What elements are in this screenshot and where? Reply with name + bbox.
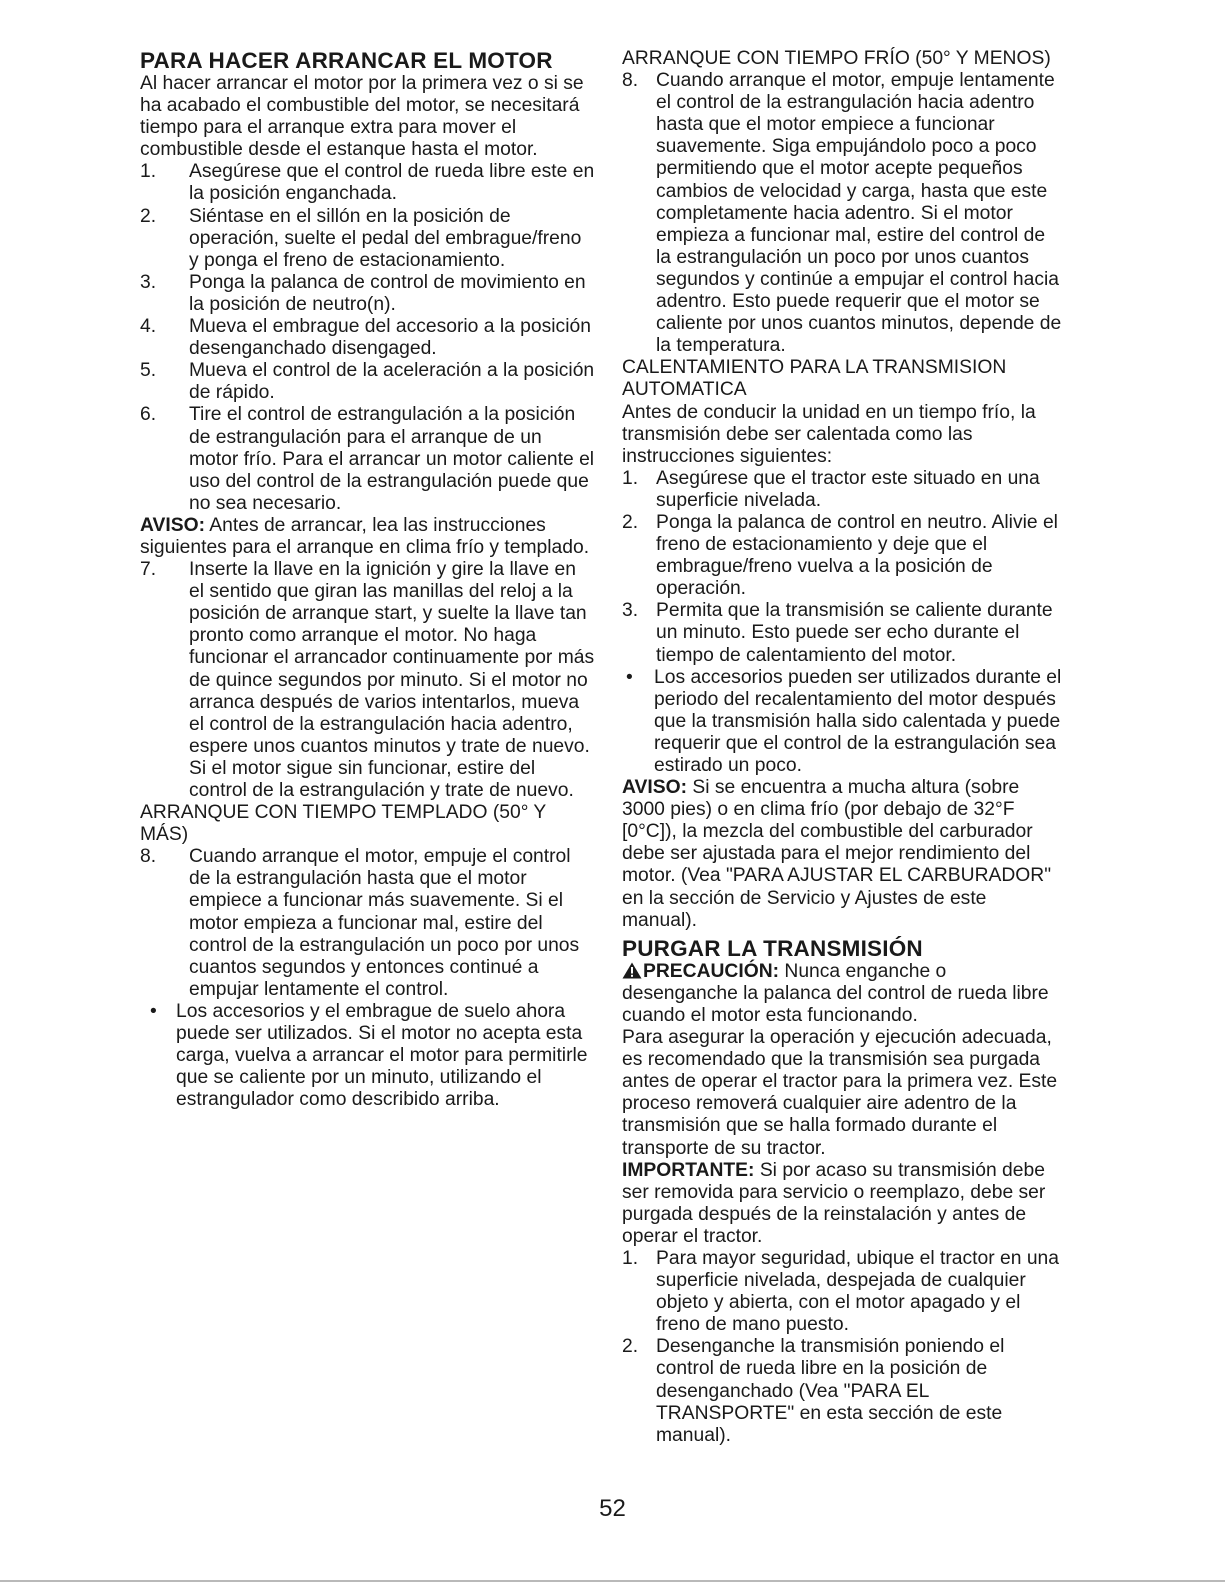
purge-step-1 (622, 1248, 1062, 1336)
right-column (622, 48, 1062, 1447)
step-text: Mueva el embrague del accesorio a la posición desenganchado disengaged. (189, 316, 591, 360)
step-number: 7. (140, 559, 157, 581)
start-step-1 (140, 161, 595, 205)
step-text: Siéntase en el sillón en la posición de operación, suelte el pedal del embrague/freno y ponga el freno de estacionamiento. (189, 205, 582, 271)
step-number: 4. (140, 316, 157, 338)
step-number: 6. (140, 404, 157, 426)
important-text: Si por acaso su transmisión debe ser removida para servicio o reemplazo, debe ser purgada después de la reinstalación y antes de operar el tractor. (622, 1159, 1046, 1247)
step-number: 2. (622, 1336, 639, 1358)
caution-label: PRECAUCIÓN: (643, 960, 780, 982)
warmup-step-2 (622, 512, 1062, 600)
step-text: Permita que la transmisión se caliente durante un minuto. Esto puede ser echo durante el tiempo de calentamiento del motor. (656, 600, 1053, 666)
step-text: Cuando arranque el motor, empuje lentamente el control de la estrangulación hacia adentro hasta que el motor empiece a funcionar suavemente. Siga empujándolo poco a poco permitiendo que el motor acepte pequeños cambios de velocidad y carga, hasta que este completamente hacia adentro. Si el motor empieza a funcionar mal, estire del control de la estrangulación un poco por unos cuantos segundos y continúe a empujar el control hacia adentro. Esto puede requerir que el motor se caliente por unos cuantos minutos, depende de la temperatura. (656, 70, 1062, 357)
start-step-5 (140, 360, 595, 404)
purge-transmission-title: PURGAR LA TRANSMISIÓN (622, 935, 923, 961)
notice-text: Si se encuentra a mucha altura (sobre 3000 pies) o en clima frío (por debajo de 32°F [0°C]), la mezcla del combustible del carburador debe ser ajustada para el mejor rendimiento del motor. (Vea "PARA AJUSTAR EL CARBURADOR" en la sección de Servicio y Ajustes de este manual). (622, 777, 1052, 931)
warmup-step-1 (622, 468, 1062, 512)
step-number: 3. (622, 600, 639, 622)
step-text: Mueva el control de la aceleración a la posición de rápido. (189, 360, 595, 404)
bullet-text: Los accesorios pueden ser utilizados durante el periodo del recalentamiento del motor después que la transmisión halla sido calentada y puede requerir que el control de la estrangulación sea estirado un poco. (654, 666, 1062, 776)
step-number: 3. (140, 271, 157, 293)
step-number: 2. (140, 205, 157, 227)
step-number: 5. (140, 360, 157, 382)
important-label: IMPORTANTE: (622, 1159, 755, 1181)
step-text: Desenganche la transmisión poniendo el control de rueda libre en la posición de desenganchado (Vea "PARA EL TRANSPORTE" en esta sección de este manual). (656, 1336, 1005, 1446)
notice-label: AVISO: (140, 514, 205, 536)
caution-text: Nunca enganche o desenganche la palanca del control de rueda libre cuando el motor esta funcionando. (622, 960, 1049, 1026)
start-step-7 (140, 559, 595, 802)
step-text: Ponga la palanca de control de movimiento en la posición de neutro(n). (189, 271, 586, 315)
warmup-heading: CALENTAMIENTO PARA LA TRANSMISION AUTOMATICA (622, 357, 1007, 401)
page-number: 52 (599, 1495, 626, 1522)
purge-step-2 (622, 1336, 1062, 1446)
step-number: 8. (622, 70, 639, 92)
step-number: 1. (622, 467, 639, 489)
step-text: Asegúrese que el control de rueda libre este en la posición enganchada. (189, 161, 595, 205)
start-step-3 (140, 272, 595, 316)
start-step-4 (140, 316, 595, 360)
step-text: Para mayor seguridad, ubique el tractor en una superficie nivelada, despejada de cualquier objeto y abierta, con el motor apagado y el freno de mano puesto. (656, 1247, 1060, 1336)
start-step-2 (140, 206, 595, 272)
notice-text: Antes de arrancar, lea las instrucciones siguientes para el arranque en clima frío y templado. (140, 514, 590, 558)
warning-triangle-icon (622, 962, 642, 979)
bottom-rule (0, 1580, 1225, 1582)
notice-label: AVISO: (622, 777, 687, 799)
important-paragraph (622, 1160, 1062, 1248)
start-engine-title: PARA HACER ARRANCAR EL MOTOR (140, 48, 553, 73)
bullet-dot: • (150, 1000, 157, 1022)
start-step-6 (140, 404, 595, 514)
step-text: Tire el control de estrangulación a la posición de estrangulación para el arranque de un motor frío. Para el arrancar un motor caliente el uso del control de la estrangulación puede que no sea necesario. (189, 404, 595, 514)
warmup-bullet (622, 667, 1062, 777)
step-text: Ponga la palanca de control en neutro. Alivie el freno de estacionamiento y deje que el embrague/freno vuelva a la posición de operación. (656, 511, 1058, 600)
step-number: 1. (140, 161, 157, 183)
warmup-step-3 (622, 600, 1062, 666)
step-text: Cuando arranque el motor, empuje el control de la estrangulación hasta que el motor empiece a funcionar más suavemente. Si el motor empieza a funcionar mal, estire del control de la estrangulación un poco por unos cuantos segundos y entonces continué a empujar lentamente el control. (189, 846, 580, 1000)
bullet-text: Los accesorios y el embrague de suelo ahora puede ser utilizados. Si el motor no acepta esta carga, vuelva a arrancar el motor para permitirle que se caliente por un minuto, utilizando el estrangulador como describido arriba. (176, 1000, 588, 1111)
cold-step-8 (622, 70, 1062, 357)
warm-weather-heading: ARRANQUE CON TIEMPO TEMPLADO (50° Y MÁS) (140, 802, 546, 846)
step-number: 8. (140, 846, 157, 868)
warm-step-8 (140, 846, 595, 1001)
purge-intro: Para asegurar la operación y ejecución adecuada, es recomendado que la transmisión sea purgada antes de operar el tractor para la primera vez. Este proceso removerá cualquier aire adentro de la transmisión que se halla formado durante el transporte de su tractor. (622, 1027, 1058, 1159)
step-text: Inserte la llave en la ignición y gire la llave en el sentido que giran las manillas del reloj a la posición de arranque start, y suelte la llave tan pronto como arranque el motor. No haga funcionar el arrancador continuamente por más de quince segundos por minuto. Si el motor no arranca después de varios intentarlos, mueva el control de la estrangulación hacia adentro, espere unos cuantos minutos y trate de nuevo. Si el motor sigue sin funcionar, estire del control de la estrangulación y trate de nuevo. (189, 559, 595, 801)
warmup-intro: Antes de conducir la unidad en un tiempo frío, la transmisión debe ser calentada como las instrucciones siguientes: (622, 401, 1036, 467)
bullet-dot: • (626, 666, 633, 688)
left-column (140, 48, 595, 1111)
altitude-notice (622, 777, 1062, 932)
caution-paragraph (622, 961, 1062, 1027)
step-number: 2. (622, 511, 639, 533)
start-engine-intro: Al hacer arrancar el motor por la primera vez o si se ha acabado el combustible del motor, se necesitará tiempo para el arranque extra para mover el combustible desde el estanque hasta el motor. (140, 73, 584, 161)
step-text: Asegúrese que el tractor este situado en una superficie nivelada. (656, 467, 1040, 511)
step-number: 1. (622, 1247, 639, 1269)
notice-paragraph (140, 515, 595, 559)
cold-weather-heading: ARRANQUE CON TIEMPO FRÍO (50° Y MENOS) (622, 48, 1051, 69)
warm-bullet (140, 1001, 595, 1111)
